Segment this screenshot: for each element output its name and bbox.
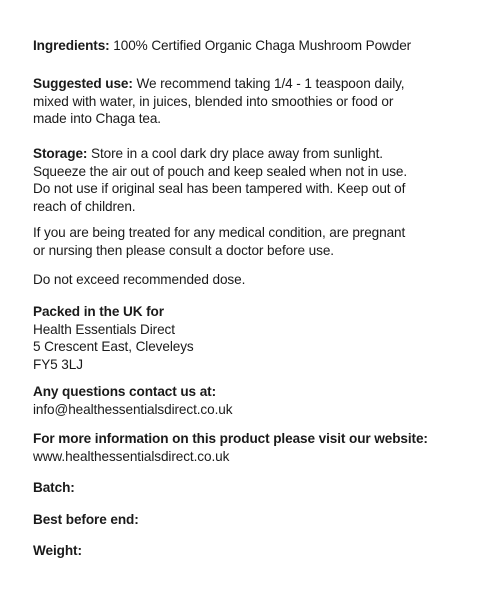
packer-section [33, 303, 473, 373]
storage-line-2: Squeeze the air out of pouch and keep sealed when not in use. [33, 163, 408, 179]
batch-label: Batch: [33, 480, 75, 495]
website-heading: For more information on this product please visit our website: [33, 431, 428, 446]
website-url: www.healthessentialsdirect.co.uk [33, 448, 230, 464]
storage-line-3: Do not use if original seal has been tampered with. Keep out of [33, 181, 406, 196]
suggested-use-line-2: mixed with water, in juices, blended into smoothies or food or [33, 93, 394, 109]
weight-section [33, 542, 473, 560]
ingredients-section [33, 37, 473, 55]
best-before-label: Best before end: [33, 512, 139, 527]
storage-heading: Storage: [33, 146, 88, 161]
packer-postcode: FY5 3LJ [33, 356, 83, 372]
packer-name: Health Essentials Direct [33, 321, 175, 337]
dose-warning-text: Do not exceed recommended dose. [33, 272, 246, 287]
packer-street: 5 Crescent East, Cleveleys [33, 339, 194, 354]
contact-email: info@healthessentialsdirect.co.uk [33, 401, 233, 417]
contact-section [33, 383, 473, 418]
medical-warning-section [33, 224, 473, 259]
contact-heading: Any questions contact us at: [33, 384, 217, 399]
storage-section [33, 145, 473, 215]
suggested-use-heading: Suggested use: [33, 76, 133, 91]
suggested-use-line-3: made into Chaga tea. [33, 111, 161, 126]
suggested-use-line-1: We recommend taking 1/4 - 1 teaspoon daily, [132, 76, 405, 91]
suggested-use-section [33, 75, 473, 128]
dose-warning-section [33, 271, 473, 289]
storage-line-1: Store in a cool dark dry place away from sunlight. [87, 146, 383, 161]
ingredients-text: 100% Certified Organic Chaga Mushroom Powder [109, 38, 412, 53]
medical-warning-line-2: or nursing then please consult a doctor before use. [33, 242, 334, 258]
best-before-section [33, 511, 473, 529]
batch-section [33, 479, 473, 497]
packer-heading: Packed in the UK for [33, 304, 164, 319]
weight-label: Weight: [33, 543, 82, 558]
website-section [33, 430, 473, 465]
ingredients-heading: Ingredients: [33, 38, 110, 53]
storage-line-4: reach of children. [33, 198, 136, 214]
medical-warning-line-1: If you are being treated for any medical condition, are pregnant [33, 225, 406, 240]
